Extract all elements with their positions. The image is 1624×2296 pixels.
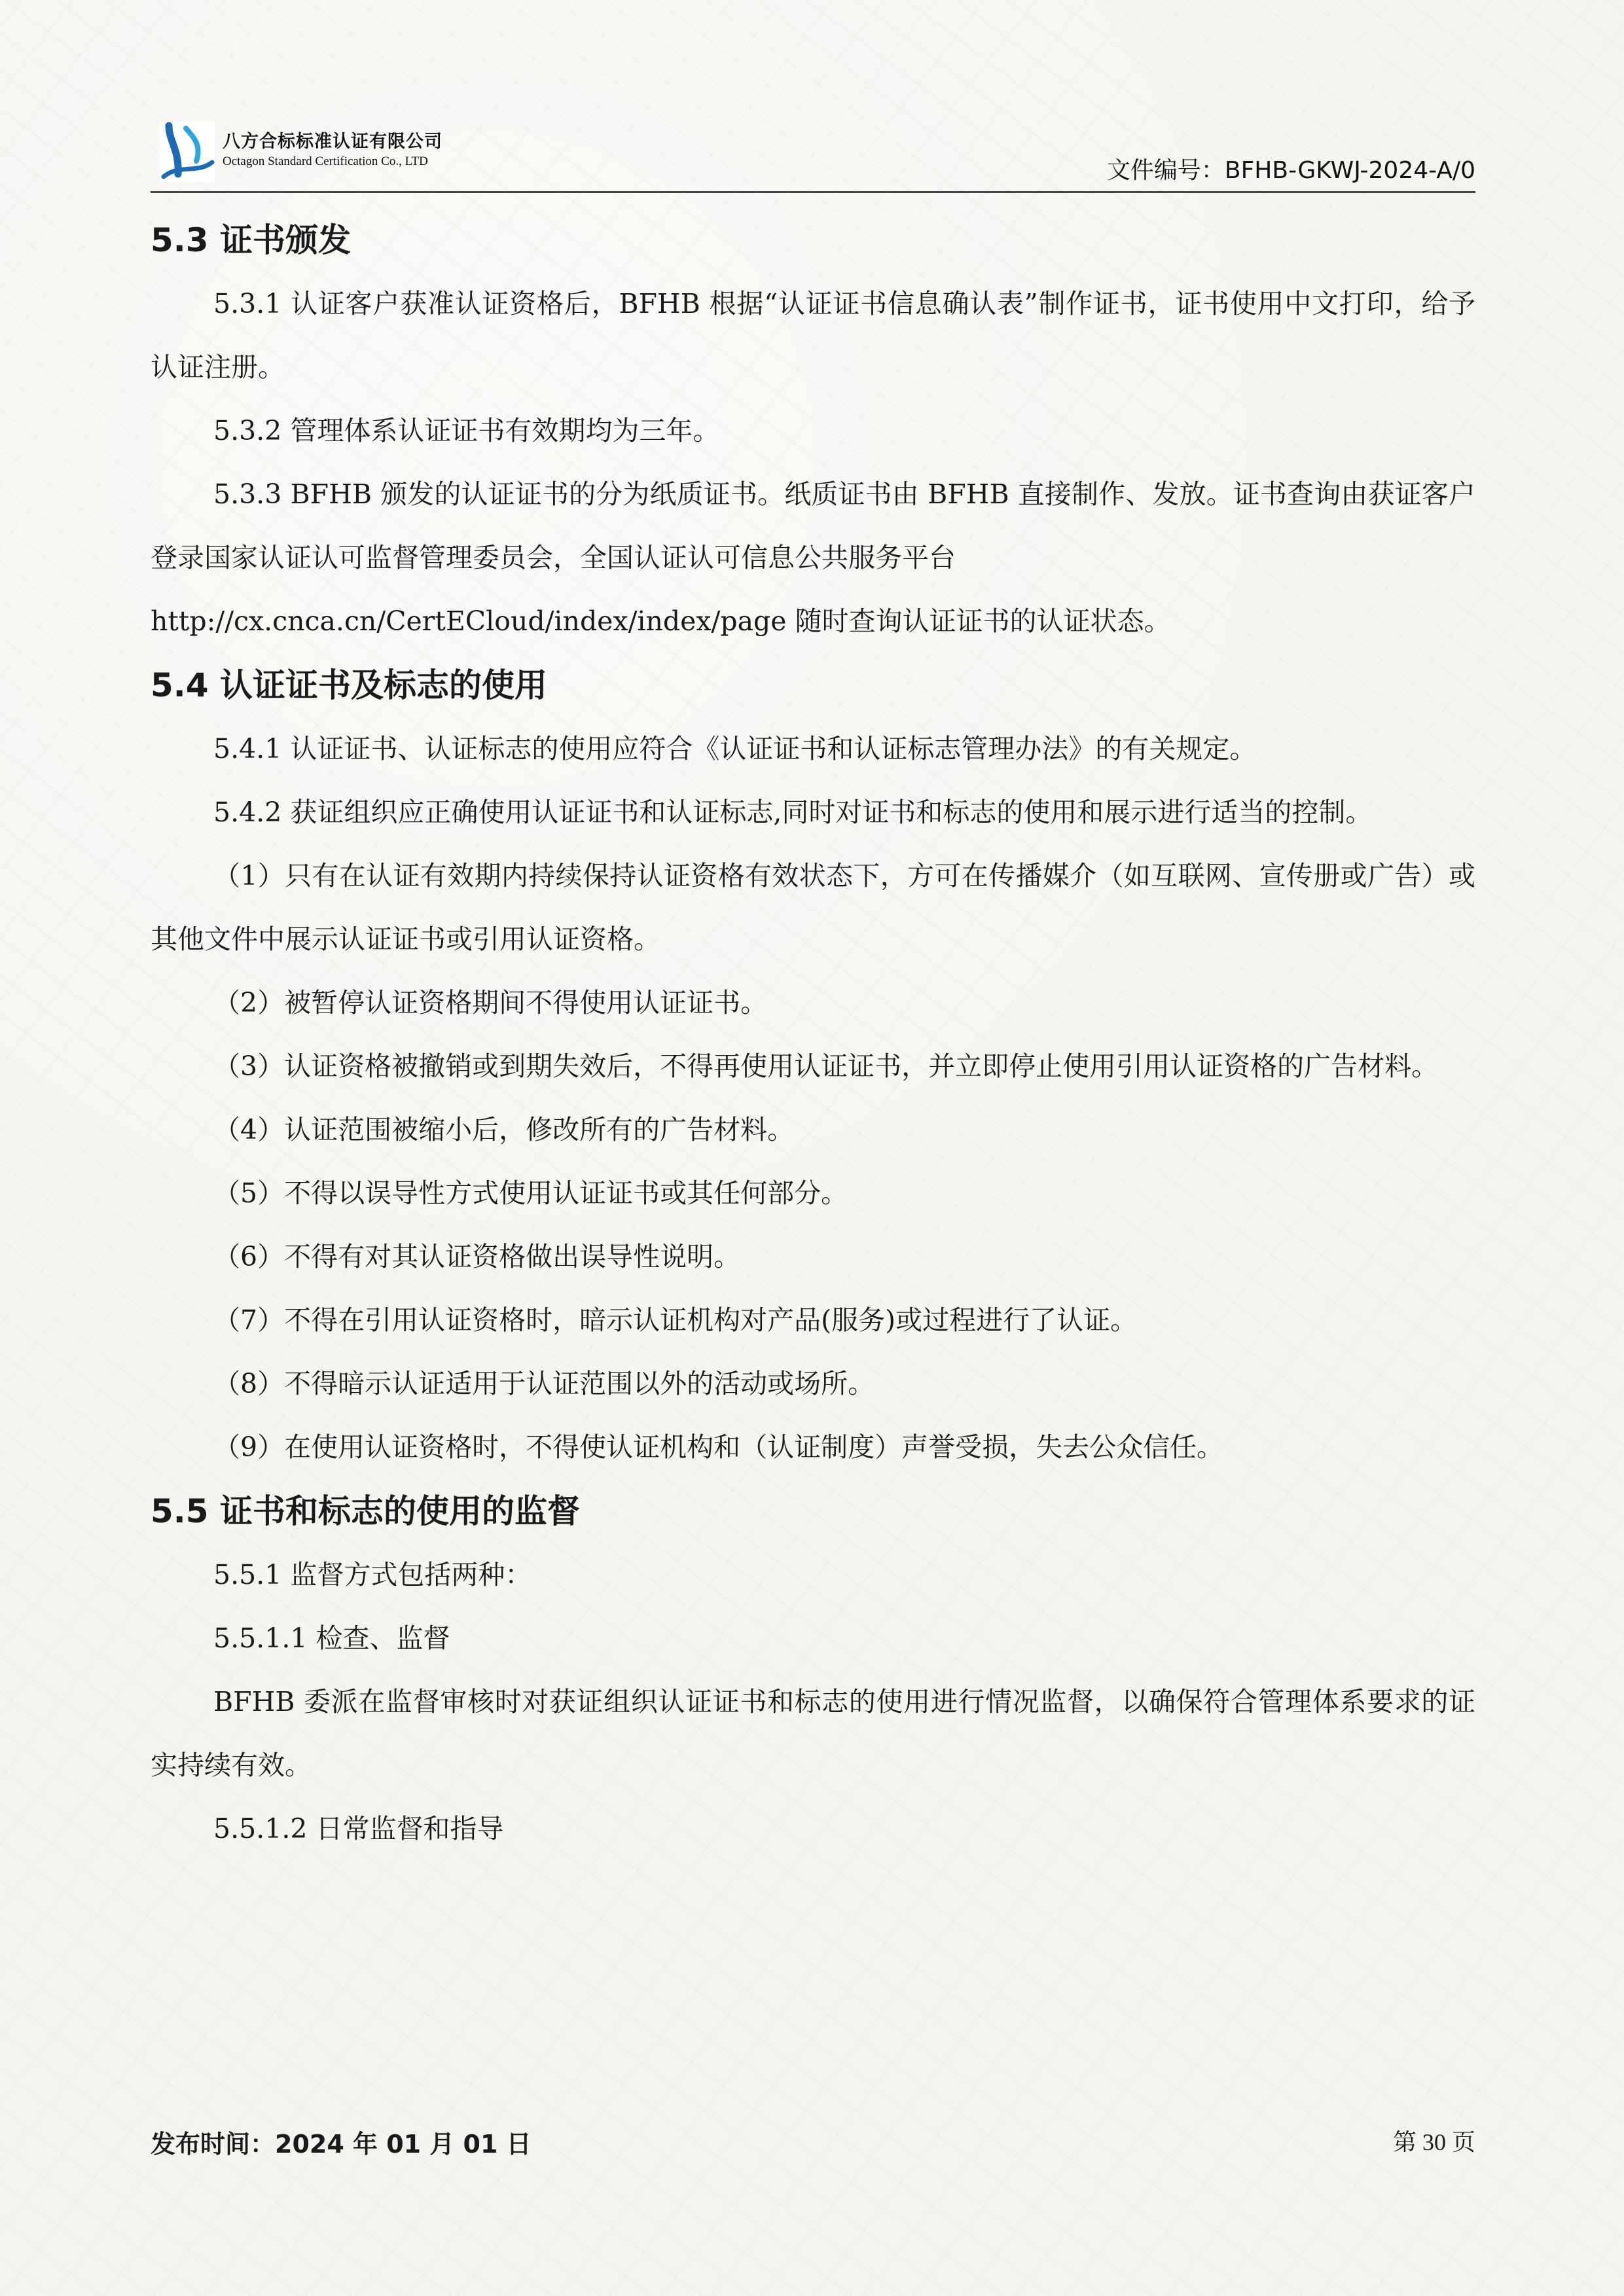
paragraph-5-3-2: 5.3.2 管理体系认证证书有效期均为三年。	[213, 415, 720, 446]
list-item-6: （6）不得有对其认证资格做出误导性说明。	[213, 1241, 741, 1272]
list-item-9: （9）在使用认证资格时，不得使认证机构和（认证制度）声誉受损，失去公众信任。	[213, 1431, 1224, 1463]
list-item-1: （1）只有在认证有效期内持续保持认证资格有效状态下，方可在传播媒介（如互联网、宣传册或广告）或其他文件中展示认证证书或引用认证资格。	[151, 860, 1475, 955]
wave-logo-icon	[160, 122, 215, 182]
section-heading-5-3: 5.3 证书颁发	[151, 221, 351, 259]
list-item-5: （5）不得以误导性方式使用认证证书或其任何部分。	[213, 1177, 848, 1209]
paragraph-5-4-1: 5.4.1 认证证书、认证标志的使用应符合《认证证书和认证标志管理办法》的有关规定。	[213, 733, 1257, 764]
paragraph-5-3-3: 5.3.3 BFHB 颁发的认证证书的分为纸质证书。纸质证书由 BFHB 直接制作、发放。证书查询由获证客户登录国家认证认可监督管理委员会，全国认证认可信息公共服务平台	[151, 478, 1475, 573]
paragraph-5-5-1-2: 5.5.1.2 日常监督和指导	[213, 1813, 504, 1844]
section-heading-5-5: 5.5 证书和标志的使用的监督	[151, 1492, 580, 1530]
paragraph-5-5-1-1-body: BFHB 委派在监督审核时对获证组织认证证书和标志的使用进行情况监督，以确保符合管理体系要求的证实持续有效。	[151, 1686, 1475, 1781]
company-logo	[160, 122, 513, 187]
page-content	[151, 208, 1475, 1861]
paragraph-5-3-3-url: http://cx.cnca.cn/CertECloud/index/index/page 随时查询认证证书的认证状态。	[151, 605, 1171, 637]
page-number: 第 30 页	[1392, 2129, 1475, 2155]
list-item-4: （4）认证范围被缩小后，修改所有的广告材料。	[213, 1114, 795, 1145]
publish-date: 发布时间：2024 年 01 月 01 日	[151, 2130, 532, 2159]
list-item-3: （3）认证资格被撤销或到期失效后，不得再使用认证证书，并立即停止使用引用认证资格的广告材料。	[213, 1050, 1439, 1082]
list-item-2: （2）被暂停认证资格期间不得使用认证证书。	[213, 987, 768, 1018]
company-name-cn: 八方合标标准认证有限公司	[223, 132, 442, 152]
list-item-7: （7）不得在引用认证资格时，暗示认证机构对产品(服务)或过程进行了认证。	[213, 1304, 1138, 1336]
document-number: 文件编号：BFHB-GKWJ-2024-A/0	[1106, 157, 1475, 184]
company-name-en: Octagon Standard Certification Co., LTD	[223, 154, 428, 168]
list-item-8: （8）不得暗示认证适用于认证范围以外的活动或场所。	[213, 1368, 875, 1399]
paragraph-5-4-2: 5.4.2 获证组织应正确使用认证证书和认证标志,同时对证书和标志的使用和展示进行适当的控制。	[213, 797, 1373, 828]
paragraph-5-5-1: 5.5.1 监督方式包括两种：	[213, 1559, 532, 1590]
paragraph-5-5-1-1: 5.5.1.1 检查、监督	[213, 1623, 450, 1654]
section-heading-5-4: 5.4 认证证书及标志的使用	[151, 666, 547, 704]
paragraph-5-3-1: 5.3.1 认证客户获准认证资格后，BFHB 根据“认证证书信息确认表”制作证书，证书使用中文打印，给予认证注册。	[151, 288, 1475, 383]
page-header	[151, 113, 1475, 193]
